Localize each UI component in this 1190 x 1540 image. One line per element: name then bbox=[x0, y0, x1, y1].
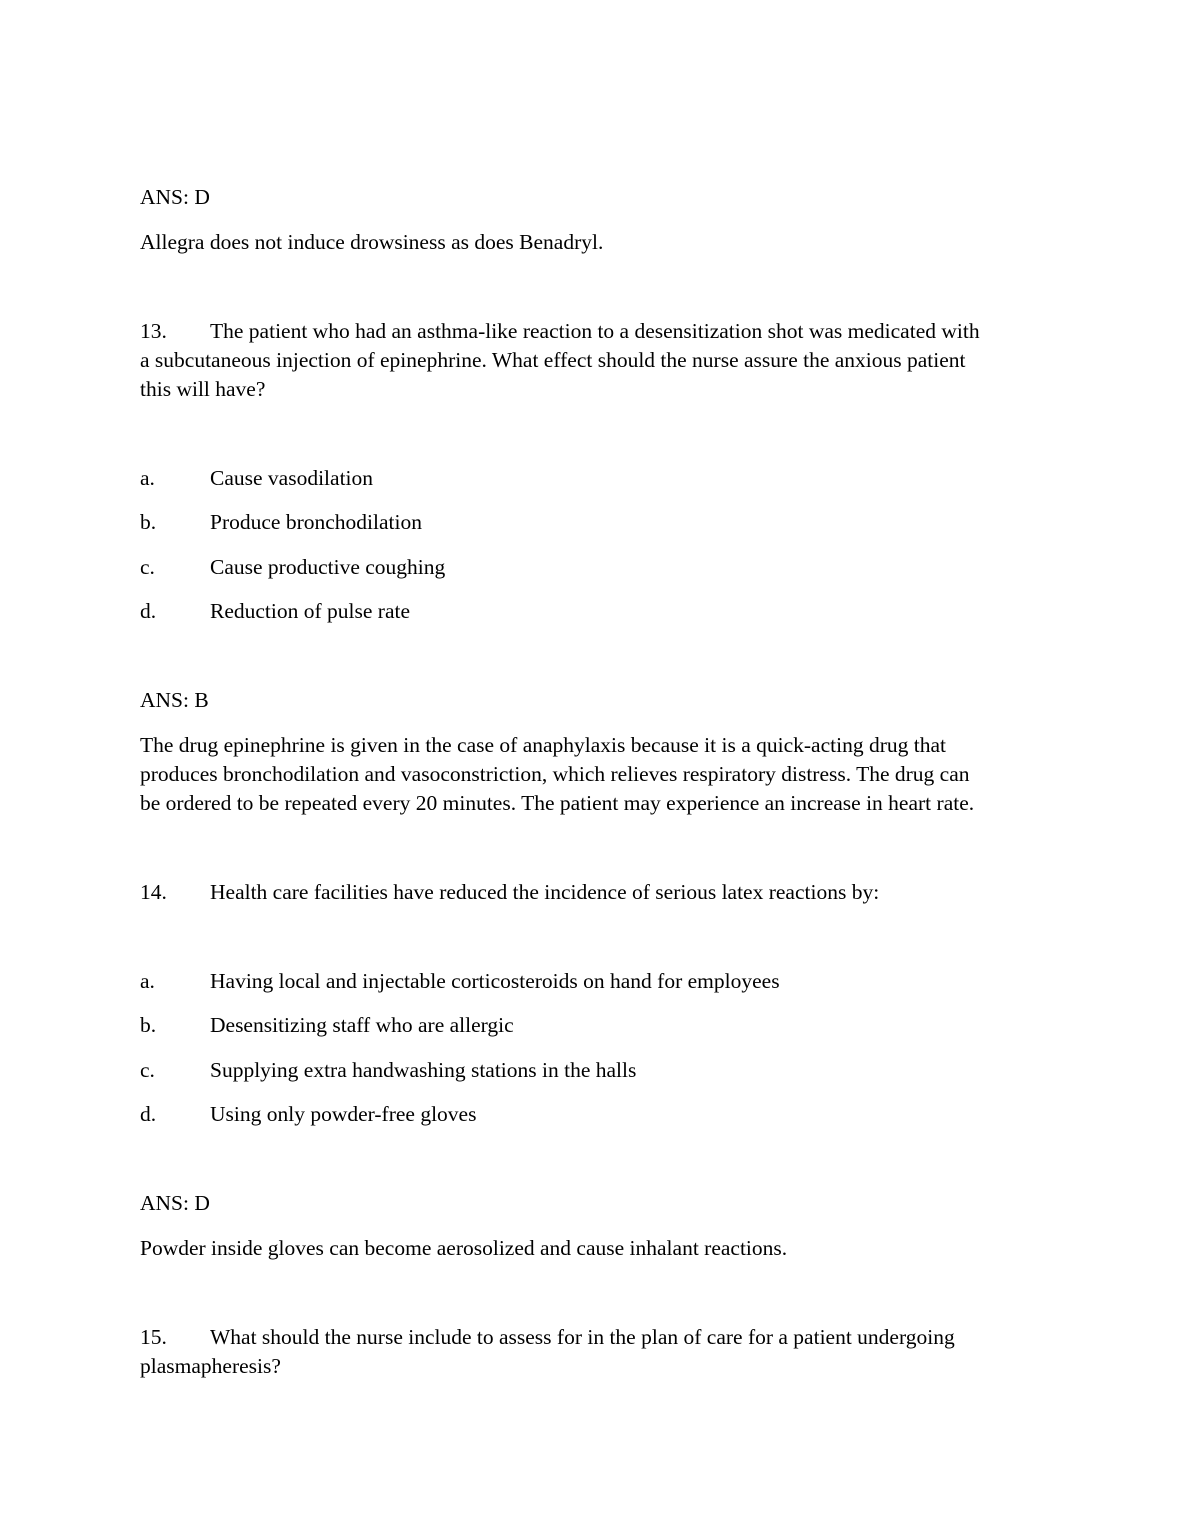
option-letter: a. bbox=[140, 969, 155, 993]
option-letter: b. bbox=[140, 1013, 157, 1037]
option-text: Supplying extra handwashing stations in the halls bbox=[210, 1058, 637, 1082]
option-item bbox=[140, 508, 422, 537]
question-text-line: Health care facilities have reduced the incidence of serious latex reactions by: bbox=[210, 880, 880, 904]
question-text-line: this will have? bbox=[140, 377, 266, 401]
option-letter: d. bbox=[140, 599, 157, 623]
option-item bbox=[140, 1056, 636, 1085]
option-text: Desensitizing staff who are allergic bbox=[210, 1013, 514, 1037]
question-text-line: What should the nurse include to assess for in the plan of care for a patient undergoing bbox=[210, 1325, 955, 1349]
option-text: Cause productive coughing bbox=[210, 555, 446, 579]
rationale-text-line: The drug epinephrine is given in the case of anaphylaxis because it is a quick-acting drug that bbox=[140, 733, 946, 757]
rationale-text: Powder inside gloves can become aerosolized and cause inhalant reactions. bbox=[140, 1236, 788, 1260]
question-15 bbox=[140, 1323, 955, 1352]
question-number: 14. bbox=[140, 880, 167, 904]
option-letter: b. bbox=[140, 510, 157, 534]
question-number: 13. bbox=[140, 319, 167, 343]
option-text: Having local and injectable corticosteroids on hand for employees bbox=[210, 969, 780, 993]
option-item bbox=[140, 1011, 514, 1040]
question-number: 15. bbox=[140, 1325, 167, 1349]
option-text: Using only powder-free gloves bbox=[210, 1102, 477, 1126]
option-item bbox=[140, 464, 373, 493]
answer-label: ANS: D bbox=[140, 185, 210, 209]
rationale-text-line: be ordered to be repeated every 20 minutes. The patient may experience an increase in heart rate. bbox=[140, 791, 975, 815]
question-13 bbox=[140, 317, 980, 346]
option-text: Produce bronchodilation bbox=[210, 510, 422, 534]
question-text-line: a subcutaneous injection of epinephrine. What effect should the nurse assure the anxious patient bbox=[140, 348, 966, 372]
question-text-line: plasmapheresis? bbox=[140, 1354, 281, 1378]
option-letter: a. bbox=[140, 466, 155, 490]
option-text: Reduction of pulse rate bbox=[210, 599, 411, 623]
answer-label: ANS: D bbox=[140, 1191, 210, 1215]
question-text-line: The patient who had an asthma-like reaction to a desensitization shot was medicated with bbox=[210, 319, 980, 343]
rationale-text: Allegra does not induce drowsiness as does Benadryl. bbox=[140, 230, 604, 254]
option-item bbox=[140, 553, 445, 582]
question-14 bbox=[140, 878, 879, 907]
option-letter: c. bbox=[140, 1058, 155, 1082]
option-letter: c. bbox=[140, 555, 155, 579]
option-letter: d. bbox=[140, 1102, 157, 1126]
option-item bbox=[140, 597, 410, 626]
answer-label: ANS: B bbox=[140, 688, 209, 712]
option-text: Cause vasodilation bbox=[210, 466, 374, 490]
option-item bbox=[140, 1100, 476, 1129]
rationale-text-line: produces bronchodilation and vasoconstriction, which relieves respiratory distress. The drug can bbox=[140, 762, 970, 786]
option-item bbox=[140, 967, 780, 996]
